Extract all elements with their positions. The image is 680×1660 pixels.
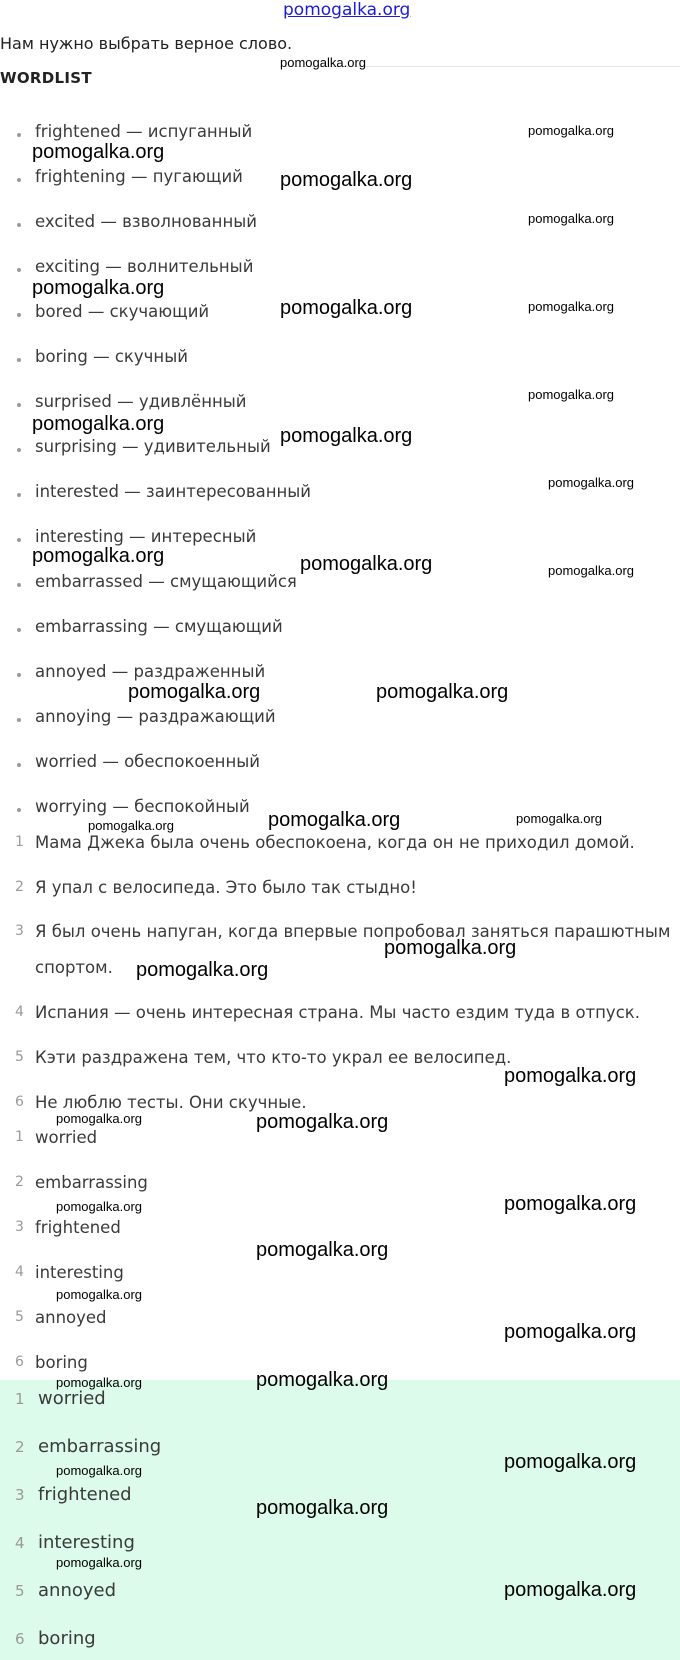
watermark: pomogalka.org (528, 299, 614, 314)
bullet-icon (17, 268, 21, 272)
watermark: pomogalka.org (256, 1369, 389, 1391)
watermark: pomogalka.org (548, 475, 634, 490)
bullet-icon (17, 448, 21, 452)
watermark: pomogalka.org (528, 123, 614, 138)
watermark: pomogalka.org (504, 1065, 637, 1087)
final-answer-block (0, 1380, 680, 1660)
watermark: pomogalka.org (56, 1375, 142, 1390)
watermark: pomogalka.org (300, 553, 433, 575)
watermark: pomogalka.org (516, 811, 602, 826)
bullet-icon (17, 223, 21, 227)
watermark: pomogalka.org (136, 959, 269, 981)
bullet-icon (17, 358, 21, 362)
bullet-icon (17, 403, 21, 407)
watermark: pomogalka.org (88, 818, 174, 833)
bullet-icon (17, 718, 21, 722)
watermark: pomogalka.org (504, 1321, 637, 1343)
watermark: pomogalka.org (56, 1463, 142, 1478)
watermark: pomogalka.org (128, 681, 261, 703)
watermark: pomogalka.org (32, 277, 165, 299)
watermark: pomogalka.org (56, 1287, 142, 1302)
watermark: pomogalka.org (268, 809, 401, 831)
bullet-icon (17, 538, 21, 542)
watermark: pomogalka.org (32, 141, 165, 163)
watermark: pomogalka.org (280, 425, 413, 447)
watermark: pomogalka.org (528, 211, 614, 226)
watermark: pomogalka.org (56, 1555, 142, 1570)
watermark: pomogalka.org (280, 55, 366, 70)
watermark: pomogalka.org (504, 1451, 637, 1473)
bullet-icon (17, 763, 21, 767)
watermark: pomogalka.org (256, 1239, 389, 1261)
bullet-icon (17, 628, 21, 632)
watermark: pomogalka.org (256, 1111, 389, 1133)
watermark: pomogalka.org (504, 1579, 637, 1601)
bullet-icon (17, 493, 21, 497)
watermark: pomogalka.org (280, 169, 413, 191)
watermark: pomogalka.org (256, 1497, 389, 1519)
wordlist-title: WORDLIST (0, 69, 92, 87)
site-header-link[interactable]: pomogalka.org (283, 0, 411, 20)
bullet-icon (17, 133, 21, 137)
bullet-icon (17, 673, 21, 677)
bullet-icon (17, 808, 21, 812)
bullet-icon (17, 313, 21, 317)
bullet-icon (17, 583, 21, 587)
watermark: pomogalka.org (548, 563, 634, 578)
watermark: pomogalka.org (56, 1111, 142, 1126)
watermark: pomogalka.org (384, 937, 517, 959)
intro-text: Нам нужно выбрать верное слово. (0, 34, 293, 53)
watermark: pomogalka.org (528, 387, 614, 402)
watermark: pomogalka.org (32, 545, 165, 567)
watermark: pomogalka.org (32, 413, 165, 435)
watermark: pomogalka.org (280, 297, 413, 319)
watermark: pomogalka.org (56, 1199, 142, 1214)
watermark: pomogalka.org (376, 681, 509, 703)
bullet-icon (17, 178, 21, 182)
watermark: pomogalka.org (504, 1193, 637, 1215)
